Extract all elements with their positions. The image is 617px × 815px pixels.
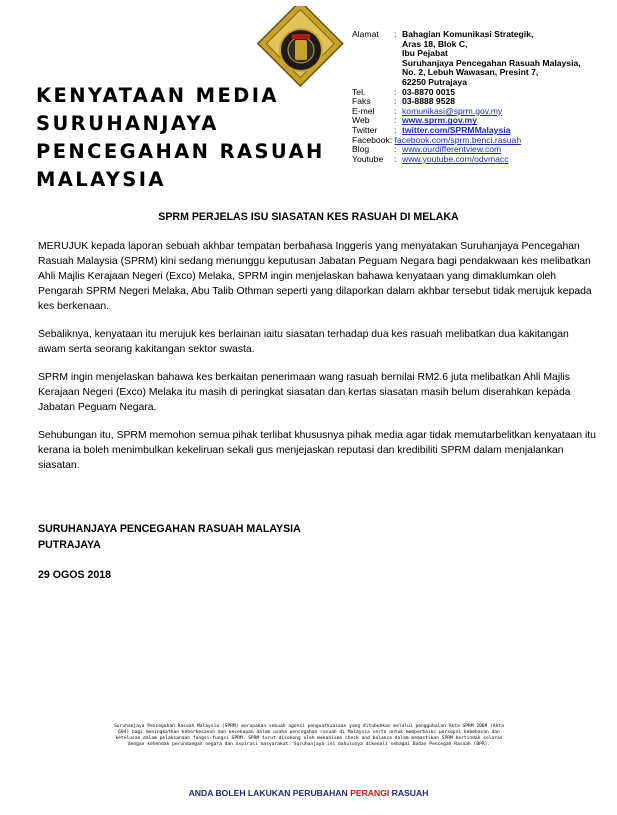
- footnote-line: Suruhanjaya Pencegahan Rasuah Malaysia (SPRM) merupakan sebuah agensi penguatkuasaan yang ditubuhkan melalui penggubalan Akta SPRM 2009 (Akta: [114, 724, 504, 729]
- separator: :: [394, 105, 397, 116]
- email-label: E-mel: [352, 105, 375, 116]
- tel-value: 03-8870 0015: [402, 86, 456, 97]
- separator: :: [394, 115, 397, 126]
- title-line: SURUHANJAYA: [36, 112, 219, 135]
- slogan-part: RASUAH: [389, 788, 429, 798]
- title-line: MALAYSIA: [36, 168, 166, 191]
- slogan-part: ANDA BOLEH LAKUKAN PERUBAHAN: [188, 788, 351, 798]
- separator: :: [394, 86, 397, 97]
- separator: :: [394, 153, 397, 164]
- headline: SPRM PERJELAS ISU SIASATAN KES RASUAH DI MELAKA: [158, 211, 459, 223]
- separator: :: [394, 29, 397, 39]
- slogan-highlight: PERANGI: [350, 788, 390, 798]
- press-release-title: [36, 82, 336, 194]
- twitter-label: Twitter: [352, 124, 378, 135]
- release-date: 29 OGOS 2018: [38, 569, 112, 581]
- separator: :: [394, 96, 397, 107]
- signature-line: PUTRAJAYA: [38, 539, 101, 551]
- facebook-label: Facebook: [352, 134, 390, 145]
- footnote-line: 694) bagi meningkatkan keberkesanan dan kecekapan dalam usaha pencegahan rasuah di Malaysia serta untuk memperbaiki persepsi kebebasan dan: [118, 730, 500, 735]
- youtube-label: Youtube: [352, 153, 384, 164]
- address-line: 62250 Putrajaya: [402, 76, 467, 87]
- paragraph: MERUJUK kepada laporan sebuah akhbar tempatan berbahasa Inggeris yang menyatakan Suruhanjaya Pencegahan Rasuah Malaysia (SPRM) kini sedang menunggu keputusan Jabatan Peguam Negara bagi pendakwaan kes melibatkan Ahli Majlis Kerajaan Negeri (Exco) Melaka, SPRM ingin menjelaskan bahawa kenyataan yang dimaklumkan oleh Pengarah SPRM Negeri Melaka, Abu Talib Othman seperti yang dilaporkan dalam akhbar tersebut tidak merujuk kepada kes berkenaan.: [38, 241, 592, 312]
- address-line: Bahagian Komunikasi Strategik,: [402, 29, 534, 39]
- tel-label: Tel.: [352, 86, 366, 97]
- email-link[interactable]: komunikasi@sprm.gov.my: [402, 105, 503, 116]
- footnote: [48, 724, 570, 748]
- contact-block: [352, 30, 581, 164]
- facebook-link[interactable]: facebook.com/sprm.benci.rasuah: [394, 134, 522, 145]
- blog-label: Blog: [352, 144, 370, 155]
- sprm-logo: [256, 6, 346, 94]
- footnote-line: dengan kehendak perundangan negara dan aspirasi masyarakat. Suruhanjaya ini dahulunya dikenali sebagai Badan Pencegah Rasuah (BPR).: [127, 742, 491, 747]
- article-body: [38, 239, 598, 486]
- signature-block: [38, 521, 301, 553]
- twitter-link[interactable]: twitter.com/SPRMMalaysia: [402, 124, 511, 135]
- footnote-line: ketelusan dalam pelaksanaan fungsi-fungsi SPRM. SPRM turut disokong oleh mekanisme check and balance dalam memastikan SPRM bertindak selaras: [115, 736, 503, 741]
- paragraph: Sehubungan itu, SPRM memohon semua pihak terlibat khususnya pihak media agar tidak memutarbelitkan kenyataan itu kerana ia boleh menimbulkan kekeliruan sekali gus menjejaskan reputasi dan kredibiliti SPRM dalam menjalankan siasatan.: [38, 430, 596, 471]
- blog-link[interactable]: www.ourdifferentview.com: [402, 144, 502, 155]
- signature-line: SURUHANJAYA PENCEGAHAN RASUAH MALAYSIA: [38, 523, 301, 535]
- paragraph: Sebaliknya, kenyataan itu merujuk kes berlainan iaitu siasatan terhadap dua kes rasuah melibatkan dua kakitangan awam serta seorang kakitangan sektor swasta.: [38, 329, 569, 355]
- separator: :: [389, 134, 393, 145]
- address-line: No. 2, Lebuh Wawasan, Presint 7,: [402, 67, 539, 78]
- separator: :: [394, 124, 397, 135]
- title-line: KENYATAAN MEDIA: [36, 84, 279, 107]
- address-line: Suruhanjaya Pencegahan Rasuah Malaysia,: [402, 57, 581, 68]
- paragraph: SPRM ingin menjelaskan bahawa kes berkaitan penerimaan wang rasuah bernilai RM2.6 juta melibatkan Ahli Majlis Kerajaan Negeri (Exco) Melaka itu masih di peringkat siasatan dan kertas siasatan masih belum diserahkan kepada Jabatan Peguam Negara.: [38, 372, 571, 413]
- web-label: Web: [352, 115, 370, 126]
- slogan: [0, 788, 617, 798]
- separator: :: [394, 144, 397, 155]
- fax-label: Faks: [352, 96, 371, 107]
- web-link[interactable]: www.sprm.gov.my: [402, 115, 477, 126]
- tel-row: [352, 88, 581, 98]
- address-line: Ibu Pejabat: [402, 48, 448, 59]
- address-line: Aras 18, Blok C,: [402, 38, 468, 49]
- youtube-row: [352, 155, 581, 165]
- address-label: Alamat: [352, 29, 379, 39]
- youtube-link[interactable]: www.youtube.com/odvmacc: [402, 153, 509, 164]
- fax-value: 03-8888 9528: [402, 96, 456, 107]
- title-line: PENCEGAHAN RASUAH: [36, 140, 325, 163]
